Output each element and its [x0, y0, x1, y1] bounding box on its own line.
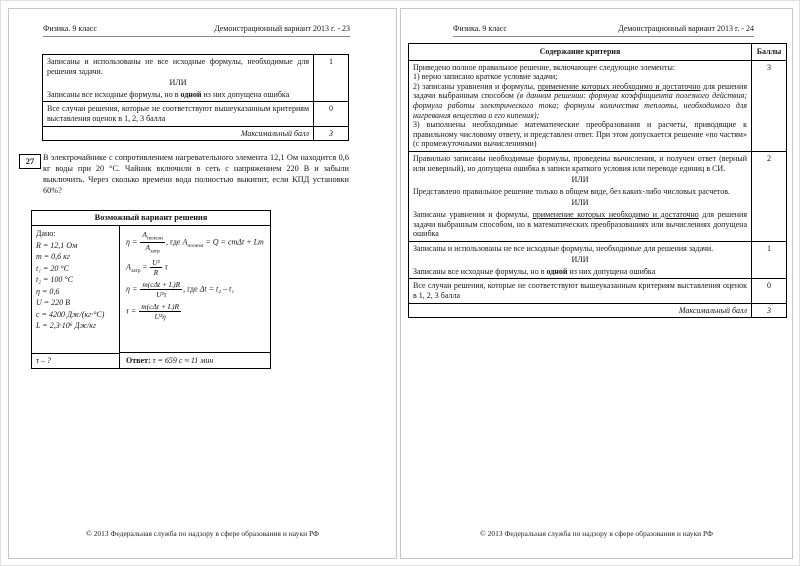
text-run: τ — [162, 262, 168, 272]
page-header — [453, 24, 754, 37]
given-column — [32, 226, 120, 368]
formula-time-result — [126, 302, 264, 321]
max-score-row — [409, 303, 787, 318]
criteria-header-row — [409, 44, 787, 61]
fraction-denominator: R — [153, 268, 159, 278]
given-item: η = 0,6 — [36, 286, 60, 296]
text-run: A — [126, 262, 131, 272]
criterion-text-cell — [409, 60, 752, 151]
criteria-row-1-point — [409, 241, 787, 279]
text-run: Записаны уравнения и формулы, — [413, 209, 533, 219]
criterion-paragraph: 3) выполнены необходимые математические преобразования и расчеты, приводящие к правильному числовому ответу, и представлен ответ. При этом допускается решение «по частям» (с промежуточными вычислениями) — [413, 120, 747, 149]
fraction-numerator: U² — [152, 258, 160, 268]
header-subject: Физика. 9 класс — [453, 24, 507, 33]
given-item: L = 2,3·10⁶ Дж/кг — [36, 321, 97, 331]
max-score-value: 3 — [752, 303, 787, 318]
fraction — [139, 302, 181, 321]
formulas-block — [120, 226, 270, 324]
problem-number: 27 — [19, 154, 41, 169]
header-variant: Демонстрационный вариант 2013 г. - 24 — [618, 24, 754, 33]
score-cell: 0 — [314, 102, 349, 126]
header-subject: Физика. 9 класс — [43, 24, 97, 33]
formula-lhs: τ = — [126, 306, 139, 316]
criterion-text-cell — [409, 241, 752, 279]
subscript: полезн — [146, 235, 163, 242]
text-run: , где — [183, 284, 200, 294]
given-block — [32, 226, 119, 333]
criteria-table — [408, 43, 787, 318]
fraction — [150, 258, 162, 277]
problem-27 — [9, 153, 396, 196]
score-header: Баллы — [752, 44, 787, 61]
max-score-label: Максимальный балл — [409, 303, 752, 318]
given-item: c = 4200 Дж/(кг·°С) — [36, 309, 105, 319]
answer-value: τ = 659 с ≈ 11 мин — [152, 356, 214, 366]
fraction — [140, 230, 165, 255]
text-run-bold: одной — [180, 89, 202, 99]
text-run-bold: одной — [546, 266, 568, 276]
criterion-paragraph — [413, 210, 747, 239]
given-label: Дано: — [36, 229, 56, 239]
text-run: A — [145, 243, 151, 253]
score-cell: 0 — [752, 279, 787, 303]
criteria-row-3-points — [409, 60, 787, 151]
max-score-value: 3 — [314, 126, 349, 141]
text-run: Δt = t₂ – t₁ — [199, 284, 235, 294]
fraction — [140, 280, 182, 299]
text-run: Записаны все исходные формулы, но в — [47, 89, 181, 99]
text-run: Записаны все исходные формулы, но в — [413, 266, 547, 276]
criterion-paragraph: Правильно записаны необходимые формулы, проведены вычисления, и получен ответ (верный или неверный), но допущена ошибка в записи краткого условия или переводе единиц в СИ. — [413, 153, 747, 173]
fraction-denominator: U²η — [154, 312, 166, 322]
page-right — [400, 8, 793, 559]
formula-efficiency-definition — [126, 230, 264, 255]
score-cell: 3 — [752, 60, 787, 151]
criterion-paragraph — [413, 267, 747, 277]
or-separator: ИЛИ — [571, 255, 589, 265]
formula-work — [126, 258, 264, 277]
criterion-paragraph: Приведено полное правильное решение, включающее следующие элементы: — [413, 62, 676, 72]
formula-efficiency-expanded — [126, 280, 264, 299]
score-cell: 2 — [752, 151, 787, 241]
score-cell: 1 — [314, 55, 349, 102]
criteria-row-0-points — [409, 279, 787, 303]
criterion-text-cell — [43, 102, 314, 126]
fraction-numerator: m(cΔt + L)R — [141, 302, 180, 312]
given-item: m = 0,6 кг — [36, 252, 71, 262]
given-item: t₁ = 20 °С — [36, 263, 69, 273]
text-run-italic: (в данном решении: формула коэффициента полезного действия; формула работы электрического тока; формулы количества теплоты, необходимого для нагревания вещества и его кипения); — [413, 91, 748, 120]
answer-label: Ответ: — [126, 356, 153, 366]
text-run: из них допущена ошибка — [201, 89, 290, 99]
score-cell: 1 — [752, 241, 787, 279]
criterion-paragraph: Все случаи решения, которые не соответствуют вышеуказанным критериям выставления оценок в 1, 2, 3 балла — [413, 281, 747, 301]
given-item: U = 220 В — [36, 298, 71, 308]
answer-line — [120, 352, 270, 368]
or-separator: ИЛИ — [571, 198, 589, 208]
problem-text: В электрочайнике с сопротивлением нагревательного элемента 12,1 Ом находится 0,6 кг воды при 20 °С. Чайник включили в сеть с напряжением 220 В и забыли выключить. Через сколько времени вода полностью выкипит, если КПД установки 60%? — [43, 153, 349, 195]
text-run: = Q = cmΔt + Lm — [203, 237, 264, 247]
fraction-numerator: m(cΔt + L)R — [142, 280, 181, 290]
page-header — [43, 24, 350, 37]
formula-lhs: η = — [126, 284, 140, 294]
criterion-text-cell — [409, 279, 752, 303]
max-score-label: Максимальный балл — [43, 126, 314, 141]
or-separator: ИЛИ — [571, 175, 589, 185]
criterion-paragraph — [47, 90, 309, 100]
fraction-numerator — [140, 230, 165, 243]
max-score-row — [43, 126, 349, 141]
formula-lhs: η = — [126, 237, 140, 247]
text-run-underlined: применение которых необходимо и достаточно — [537, 81, 701, 91]
text-run: , где — [165, 237, 183, 247]
text-run: 2) записаны уравнения и формулы, — [413, 81, 538, 91]
given-item: R = 12,1 Ом — [36, 240, 78, 250]
formulas-column — [120, 226, 270, 368]
criterion-paragraph: 1) верно записано краткое условие задачи; — [413, 72, 558, 82]
header-variant: Демонстрационный вариант 2013 г. - 23 — [214, 24, 350, 33]
or-separator: ИЛИ — [169, 78, 187, 88]
criteria-header: Содержание критерия — [409, 44, 752, 61]
scoring-table-continued — [42, 54, 349, 141]
given-item: t₂ = 100 °С — [36, 275, 73, 285]
page-footer: © 2013 Федеральная служба по надзору в сфере образования и науки РФ — [480, 529, 713, 538]
subscript: полезн — [187, 243, 204, 250]
page-left — [8, 8, 397, 559]
criterion-paragraph: Представлено правильное решение только в общем виде, без каких-либо числовых расчетов. — [413, 186, 730, 196]
text-run: A — [142, 230, 147, 240]
fraction-denominator: U²τ — [156, 290, 167, 300]
text-run: A — [182, 237, 188, 247]
subscript: затр — [150, 248, 160, 255]
text-run: из них допущена ошибка — [567, 266, 656, 276]
solution-title: Возможный вариант решения — [32, 211, 270, 226]
text-run: = — [140, 262, 150, 272]
subscript: затр — [130, 268, 141, 275]
criterion-paragraph: Записаны и использованы не все исходные формулы, необходимые для решения задачи. — [413, 243, 714, 253]
criteria-row-1-point — [43, 55, 349, 102]
criteria-row-0-points — [43, 102, 349, 126]
page-footer: © 2013 Федеральная служба по надзору в сфере образования и науки РФ — [86, 529, 319, 538]
criterion-paragraph: Все случаи решения, которые не соответствуют вышеуказанным критериям выставления оценок в 1, 2, 3 балла — [47, 104, 309, 123]
criterion-text-cell — [409, 151, 752, 241]
fraction-denominator — [140, 243, 165, 255]
text-run: для решения задачи выбранным способом — [413, 81, 748, 101]
find-quantity: τ – ? — [32, 353, 119, 368]
criterion-text-cell — [43, 55, 314, 102]
solution-body — [32, 226, 270, 368]
text-run-underlined: применение которых необходимо и достаточно — [532, 209, 699, 219]
criteria-row-2-points — [409, 151, 787, 241]
text-run: для решения задачи выбранным способом, но в математических преобразованиях или вычислениях допущена ошибка — [413, 209, 747, 239]
solution-box — [31, 210, 271, 369]
criterion-paragraph — [413, 82, 747, 120]
criterion-paragraph: Записаны и использованы не все исходные формулы, необходимые для решения задачи. — [47, 57, 309, 76]
